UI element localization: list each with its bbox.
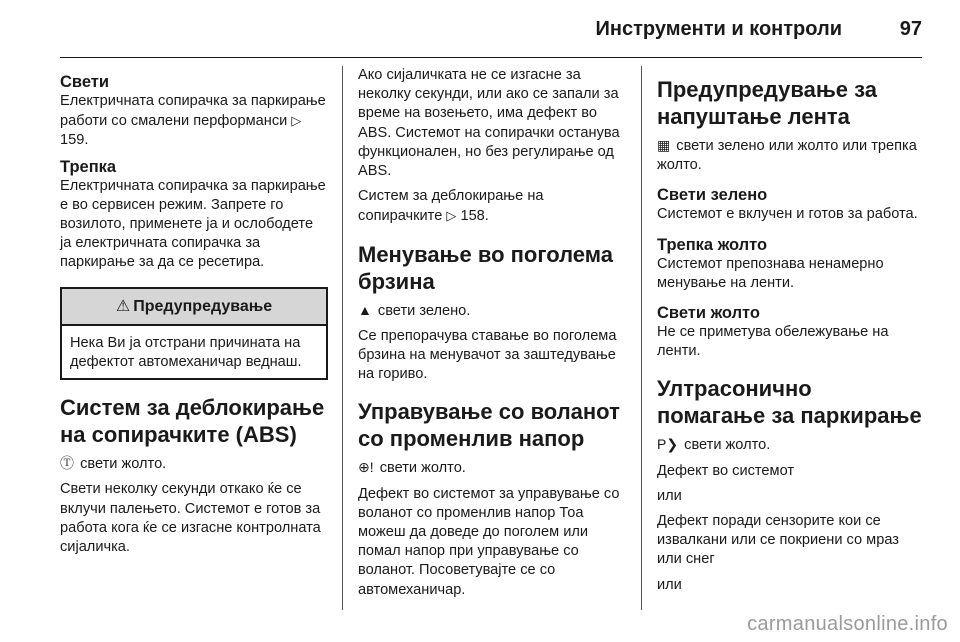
indicator-line — [358, 301, 626, 321]
lane-departure-indicator-icon: ▦ — [657, 137, 671, 153]
subheading-lit-green: Свети зелено — [657, 186, 768, 205]
column-right — [657, 66, 925, 601]
page-ref[interactable]: 158. — [460, 208, 489, 225]
upshift-indicator-icon: ▲ — [358, 301, 372, 318]
paragraph: или — [657, 487, 682, 504]
heading-park-assist: Ултрасонично помагање за паркирање — [657, 376, 922, 429]
park-assist-indicator-icon: P❯ — [657, 436, 679, 453]
page-number: 97 — [899, 18, 922, 40]
paragraph — [358, 187, 626, 226]
warning-box — [60, 287, 328, 381]
heading-steering: Управување со воланот со променлив напор — [358, 399, 620, 452]
page-header — [0, 0, 960, 60]
abs-indicator-icon: Ⓣ — [60, 455, 74, 472]
indicator-line — [657, 136, 925, 175]
warning-title: Предупредување — [133, 297, 273, 315]
subheading-lit: Свети — [60, 73, 110, 91]
warning-text: Нека Ви ја отстрани причината на дефектот автомеханичар веднаш. — [70, 334, 302, 371]
indicator-text: свети зелено. — [377, 302, 471, 319]
paragraph: или — [657, 576, 682, 593]
column-divider — [641, 66, 642, 610]
paragraph: Се препорачува ставање во поголема брзина на менувачот за заштедување на гориво. — [358, 327, 617, 383]
subheading-flashing: Трепка — [60, 157, 117, 176]
paragraph: Дефект во системот за управување со воланот со променлив напор Тоа можеш да доведе до поголем или помал напор при управување со воланот. Посоветувајте се со автомеханичар. — [358, 485, 620, 598]
paragraph: Дефект поради сензорите кои се извалкани или се покриени со мраз или снег — [657, 513, 899, 568]
column-divider — [342, 66, 343, 610]
page-ref-arrow-icon: ▷ — [446, 208, 457, 224]
paragraph: Електричната сопирачка за паркирање е во сервисен режим. Запрете го возилото, применете ја и ослободете ја електричната сопирачка за паркирање за да се ресетира. — [60, 177, 326, 271]
paragraph: Ако сијаличката не се изгасне за неколку секунди, или ако се запали за време на возењето, има дефект во ABS. Системот на сопирачки останува функционален, но без регулирање од ABS. — [358, 67, 620, 180]
paragraph: Системот препознава ненамерно менување на ленти. — [657, 255, 884, 291]
heading-upshift: Менување во поголема брзина — [358, 241, 613, 294]
paragraph: Свети неколку секунди откако ќе се вклучи палењето. Системот е готов за работа кога ќе се изгасне контролната сијаличка. — [60, 481, 321, 556]
warning-triangle-icon: ⚠ — [115, 297, 131, 315]
heading-lane-departure: Предупредување за напуштање лента — [657, 77, 878, 129]
column-middle — [358, 66, 626, 606]
indicator-text: свети жолто. — [684, 437, 771, 454]
indicator-text: свети жолто. — [80, 456, 167, 473]
indicator-line — [60, 454, 328, 474]
page-ref[interactable]: 159. — [60, 132, 89, 149]
indicator-line — [657, 435, 925, 455]
header-divider — [60, 57, 922, 58]
paragraph-text: Електричната сопирачка за паркирање работи со смалени перформанси — [60, 93, 326, 130]
watermark: carmanualsonline.info — [747, 613, 948, 635]
paragraph — [60, 92, 328, 151]
heading-abs: Систем за деблокирање на сопирачките (ABS) — [60, 395, 325, 448]
column-left — [60, 66, 328, 563]
section-title: Инструменти и контроли — [595, 18, 842, 40]
paragraph: Не се приметува обележување на ленти. — [657, 324, 889, 360]
paragraph-text: Систем за деблокирање на сопирачките — [358, 188, 544, 225]
indicator-text: свети зелено или жолто или трепка жолто. — [657, 138, 917, 174]
warning-header — [62, 289, 326, 326]
subheading-flashing-yellow: Трепка жолто — [657, 235, 768, 254]
steering-indicator-icon: ⊕! — [358, 459, 374, 476]
paragraph: Дефект во системот — [657, 462, 795, 479]
indicator-text: свети жолто. — [379, 460, 466, 477]
page-ref-arrow-icon: ▷ — [291, 113, 302, 129]
subheading-lit-yellow: Свети жолто — [657, 304, 760, 323]
paragraph: Системот е вклучен и готов за работа. — [657, 206, 918, 223]
indicator-line — [358, 458, 626, 478]
